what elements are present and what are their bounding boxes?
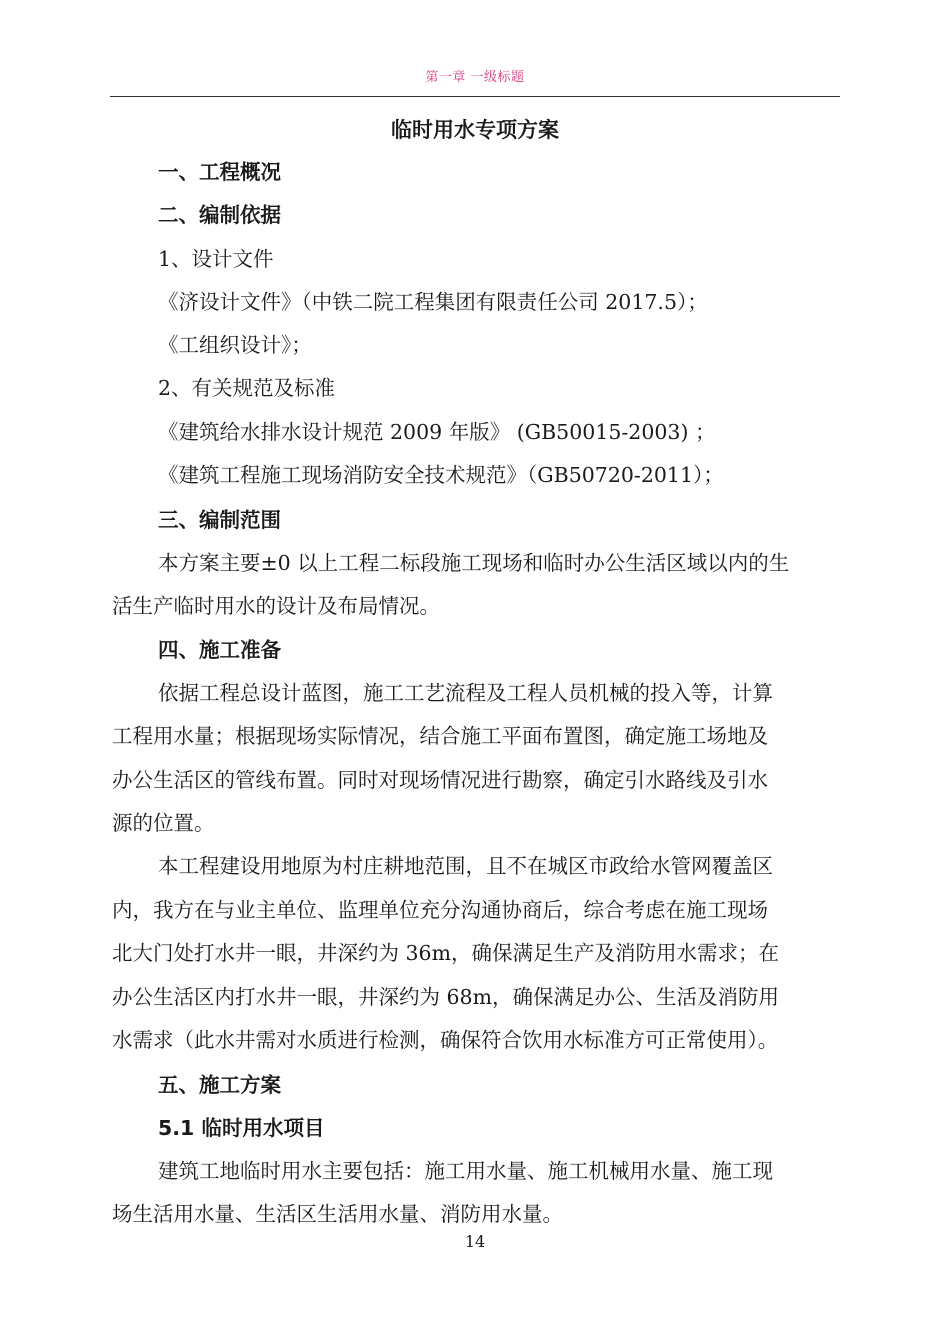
page-number: 14 [464,1232,486,1251]
section-heading-3: 三、编制范围 [158,508,281,532]
paragraph-line: 源的位置。 [112,811,215,835]
section-heading-5: 五、施工方案 [158,1073,281,1097]
reference-item: 《工组织设计》； [158,333,312,357]
paragraph-line: 办公生活区内打水井一眼，井深约为 68m，确保满足办公、生活及消防用 [112,985,780,1009]
section-heading-2: 二、编制依据 [158,203,281,227]
paragraph-line: 北大门处打水井一眼，井深约为 36m，确保满足生产及消防用水需求；在 [112,941,780,965]
section-heading-4: 四、施工准备 [158,638,281,662]
paragraph-line: 本工程建设用地原为村庄耕地范围，且不在城区市政给水管网覆盖区 [158,854,773,878]
subsection-heading-5-1: 5.1 临时用水项目 [158,1116,325,1140]
subsection-standards: 2、有关规范及标准 [158,376,336,400]
paragraph-line: 办公生活区的管线布置。同时对现场情况进行勘察，确定引水路线及引水 [112,768,768,792]
paragraph-line: 本方案主要±0 以上工程二标段施工现场和临时办公生活区域以内的生 [158,551,790,575]
paragraph-line: 工程用水量；根据现场实际情况，结合施工平面布置图，确定施工场地及 [112,724,768,748]
paragraph-line: 活生产临时用水的设计及布局情况。 [112,594,440,618]
reference-item: 《建筑工程施工现场消防安全技术规范》（GB50720-2011）； [158,463,724,487]
paragraph-line: 建筑工地临时用水主要包括：施工用水量、施工机械用水量、施工现 [158,1159,773,1183]
section-heading-1: 一、工程概况 [158,160,281,184]
subsection-design-files: 1、设计文件 [158,247,274,271]
paragraph-line: 场生活用水量、生活区生活用水量、消防用水量。 [112,1202,563,1226]
page-header: 第一章 一级标题 [425,70,525,85]
paragraph-line: 水需求（此水井需对水质进行检测，确保符合饮用水标准方可正常使用）。 [112,1028,779,1052]
document-title: 临时用水专项方案 [391,118,559,142]
header-divider [110,96,840,97]
paragraph-line: 依据工程总设计蓝图，施工工艺流程及工程人员机械的投入等，计算 [158,681,773,705]
paragraph-line: 内，我方在与业主单位、监理单位充分沟通协商后，综合考虑在施工现场 [112,898,768,922]
reference-item: 《济设计文件》（中铁二院工程集团有限责任公司 2017.5）； [158,290,708,314]
reference-item: 《建筑给水排水设计规范 2009 年版》 (GB50015-2003) ； [158,420,716,444]
